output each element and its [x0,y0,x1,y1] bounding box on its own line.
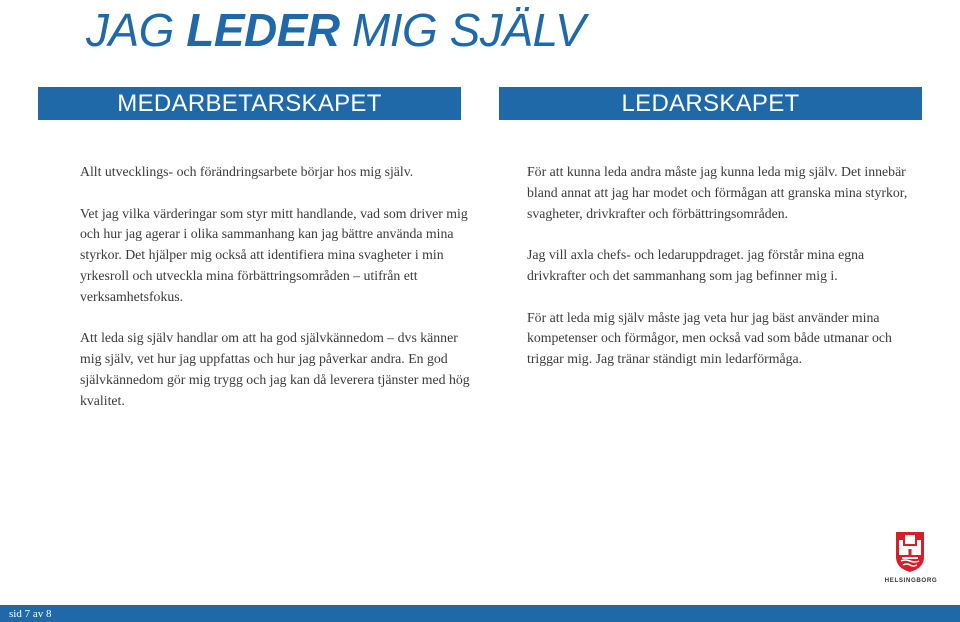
right-paragraph-3: För att leda mig själv måste jag veta hur jag bäst använder mina kompetenser och förmågor, men också vad som både utmanar och triggar mig. Jag tränar ständigt min ledarförmåga. [527,309,892,367]
section-heading-medarbetarskapet: MEDARBETARSKAPET [38,87,461,120]
title-part-jag: JAG [86,4,187,56]
section-heading-ledarskapet: LEDARSKAPET [499,87,922,120]
helsingborg-crest-icon [895,531,925,573]
helsingborg-logo [881,531,941,587]
left-paragraph-3: Att leda sig själv handlar om att ha god självkännedom – dvs känner mig själv, vet hur jag uppfattas och hur jag påverkar andra. En god självkännedom gör mig trygg och jag kan då leverera tjänster med hög kvalitet. [80,330,470,408]
left-column [80,162,475,432]
right-paragraph-1: För att kunna leda andra måste jag kunna leda mig själv. Det innebär bland annat att jag har modet och förmågan att granska mina styrkor, svagheter, drivkrafter och förbättringsområden. [527,164,908,221]
footer-bar [0,605,960,622]
logo-wordmark: HELSINGBORG [884,577,938,584]
title-part-leder: LEDER [186,4,340,56]
right-column [527,162,912,391]
left-paragraph-1: Allt utvecklings- och förändringsarbete börjar hos mig själv. [80,164,414,179]
page-number: sid 7 av 8 [9,608,52,620]
title-part-mig-sjalv: MIG SJÄLV [339,4,586,56]
right-paragraph-2: Jag vill axla chefs- och ledaruppdraget. jag förstår mina egna drivkrafter och det sammanhang som jag befinner mig i. [527,247,865,283]
left-paragraph-2: Vet jag vilka värderingar som styr mitt handlande, vad som driver mig och hur jag agerar i olika sammanhang kan jag bättre använda mina styrkor. Det hjälper mig också att identifiera mina svagheter i min yrkesroll och utveckla mina förbättringsområden – utifrån ett verksamhetsfokus. [80,205,468,304]
page-title [86,4,585,56]
